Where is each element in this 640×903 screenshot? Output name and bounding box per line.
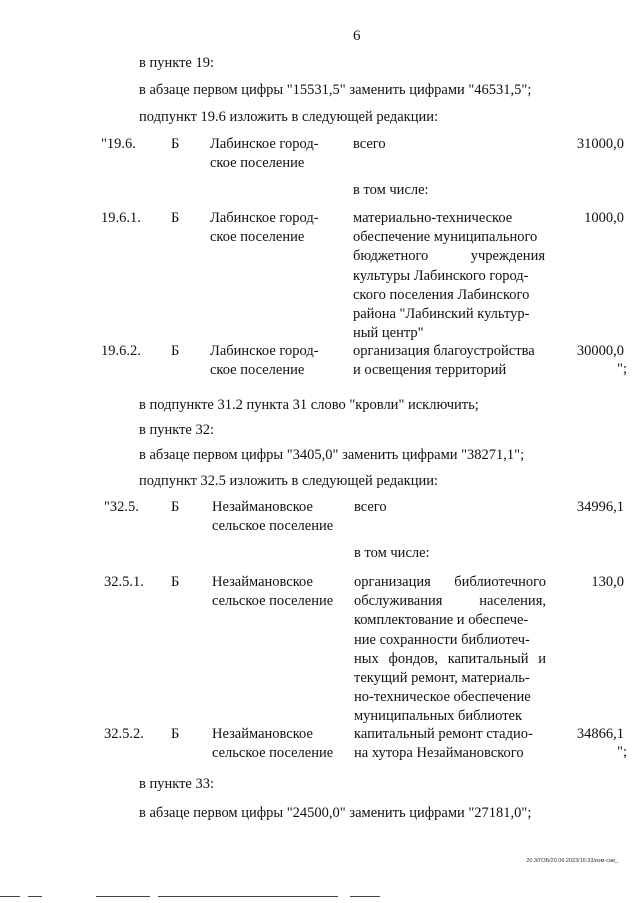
- row-number: 19.6.2.: [101, 343, 141, 359]
- row-purpose: всего: [353, 136, 386, 152]
- row-letter: Б: [171, 136, 180, 152]
- paragraph-point-31: в подпункте 31.2 пункта 31 слово "кровли" исключить;: [139, 397, 479, 413]
- row-number: 32.5.2.: [104, 726, 144, 742]
- paragraph-point-19-sub: подпункт 19.6 изложить в следующей редакции:: [139, 109, 439, 125]
- row-amount: 130,0: [591, 574, 624, 590]
- row-recipient: Незаймановское сельское поселение: [212, 499, 334, 535]
- including-label: в том числе:: [353, 182, 429, 198]
- paragraph-point-33-heading: в пункте 33:: [139, 776, 215, 792]
- row-purpose: организация библиотечного обслуживания населения, комплектование и обеспече- ние сохранности библиотеч- ных фондов, капитальный и текущий ремонт, материаль- но-техническое обеспечение муниципальных библиотек: [354, 574, 546, 725]
- row-number: "32.5.: [104, 499, 139, 515]
- row-recipient: Незаймановское сельское поселение: [212, 574, 334, 610]
- row-recipient: Лабинское город- ское поселение: [210, 343, 319, 379]
- including-label: в том числе:: [354, 545, 430, 561]
- row-amount: 34866,1: [576, 726, 624, 742]
- paragraph-point-19-heading: в пункте 19:: [139, 55, 215, 71]
- row-amount: 30000,0: [576, 343, 624, 359]
- row-amount: 31000,0: [576, 136, 624, 152]
- row-letter: Б: [171, 210, 180, 226]
- paragraph-point-32-change: в абзаце первом цифры "3405,0" заменить цифрами "38271,1";: [139, 447, 525, 463]
- row-letter: Б: [171, 499, 180, 515]
- row-purpose: материально-техническое обеспечение муниципального бюджетного учреждения культуры Лабинского город- ского поселения Лабинского района "Лабинский культур- ный центр": [353, 210, 545, 342]
- row-amount: 34996,1: [576, 499, 624, 515]
- row-recipient: Лабинское город- ское поселение: [210, 136, 319, 172]
- row-recipient: Незаймановское сельское поселение: [212, 726, 334, 762]
- row-letter: Б: [171, 726, 180, 742]
- row-number: 32.5.1.: [104, 574, 144, 590]
- row-closing-quote: ";: [617, 361, 627, 377]
- row-letter: Б: [171, 574, 180, 590]
- row-letter: Б: [171, 343, 180, 359]
- footer-stamp: 20.3/ГОБ/20.06.2023/16:33/изм-сав_: [526, 858, 618, 864]
- row-number: 19.6.1.: [101, 210, 141, 226]
- paragraph-point-33-change: в абзаце первом цифры "24500,0" заменить цифрами "27181,0";: [139, 805, 532, 821]
- row-purpose: всего: [354, 499, 387, 515]
- row-closing-quote: ";: [617, 744, 627, 760]
- row-purpose: капитальный ремонт стадио- на хутора Незаймановского: [354, 726, 533, 762]
- paragraph-point-32-heading: в пункте 32:: [139, 422, 215, 438]
- row-amount: 1000,0: [584, 210, 624, 226]
- paragraph-point-32-sub: подпункт 32.5 изложить в следующей редакции:: [139, 473, 439, 489]
- row-number: "19.6.: [101, 136, 136, 152]
- page-number: 6: [353, 28, 361, 44]
- row-purpose: организация благоустройства и освещения территорий: [353, 343, 535, 379]
- paragraph-point-19-change: в абзаце первом цифры "15531,5" заменить цифрами "46531,5";: [139, 82, 532, 98]
- row-recipient: Лабинское город- ское поселение: [210, 210, 319, 246]
